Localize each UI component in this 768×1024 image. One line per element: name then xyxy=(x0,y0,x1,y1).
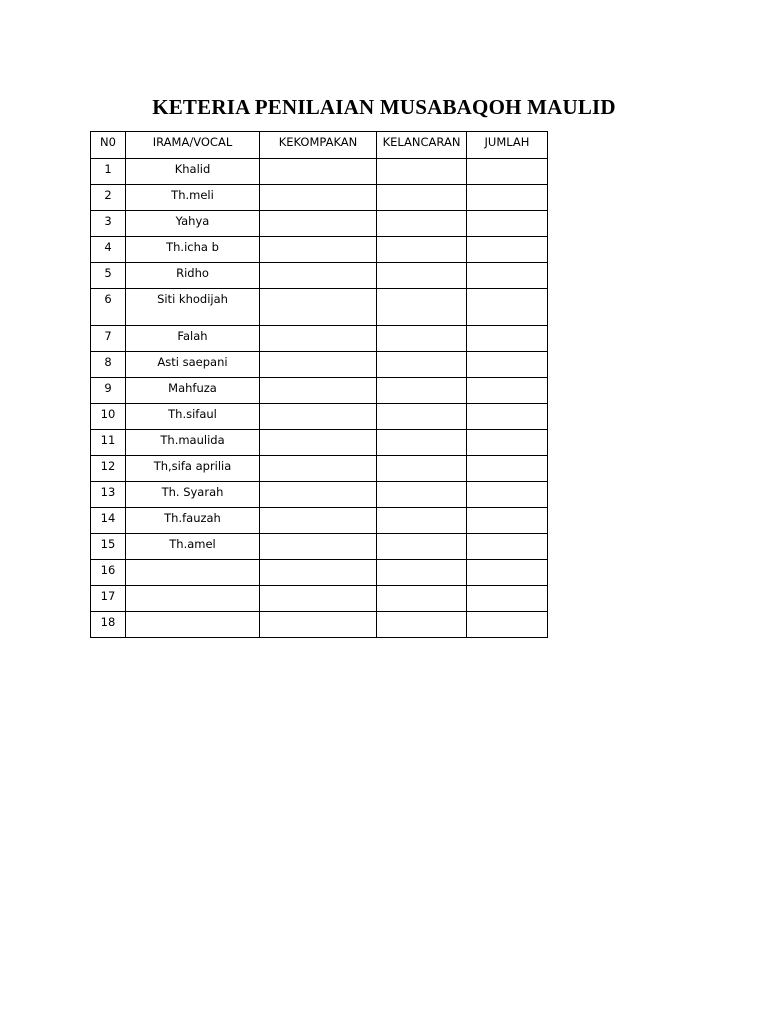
kekompakan-score-cell xyxy=(260,612,377,638)
participant-name-cell: Th.maulida xyxy=(126,430,260,456)
kelancaran-score-cell xyxy=(377,612,467,638)
jumlah-score-cell xyxy=(467,211,548,237)
row-number-cell: 17 xyxy=(91,586,126,612)
header-irama-vocal: IRAMA/VOCAL xyxy=(126,132,260,159)
kekompakan-score-cell xyxy=(260,404,377,430)
kekompakan-score-cell xyxy=(260,586,377,612)
participant-name-cell: Th,sifa aprilia xyxy=(126,456,260,482)
row-number-cell: 18 xyxy=(91,612,126,638)
row-number-cell: 4 xyxy=(91,237,126,263)
jumlah-score-cell xyxy=(467,508,548,534)
kekompakan-score-cell xyxy=(260,534,377,560)
table-row xyxy=(91,326,548,352)
kekompakan-score-cell xyxy=(260,508,377,534)
kekompakan-score-cell xyxy=(260,211,377,237)
row-number-cell: 13 xyxy=(91,482,126,508)
jumlah-score-cell xyxy=(467,352,548,378)
jumlah-score-cell xyxy=(467,430,548,456)
jumlah-score-cell xyxy=(467,237,548,263)
row-number-cell: 10 xyxy=(91,404,126,430)
table-row xyxy=(91,534,548,560)
kelancaran-score-cell xyxy=(377,482,467,508)
table-row xyxy=(91,404,548,430)
participant-name-cell: Khalid xyxy=(126,159,260,185)
jumlah-score-cell xyxy=(467,159,548,185)
jumlah-score-cell xyxy=(467,404,548,430)
table-row xyxy=(91,211,548,237)
row-number-cell: 7 xyxy=(91,326,126,352)
kelancaran-score-cell xyxy=(377,326,467,352)
row-number-cell: 8 xyxy=(91,352,126,378)
kelancaran-score-cell xyxy=(377,508,467,534)
participant-name-cell: Th.fauzah xyxy=(126,508,260,534)
table-row xyxy=(91,378,548,404)
participant-name-cell: Mahfuza xyxy=(126,378,260,404)
header-no: N0 xyxy=(91,132,126,159)
jumlah-score-cell xyxy=(467,586,548,612)
kekompakan-score-cell xyxy=(260,352,377,378)
kekompakan-score-cell xyxy=(260,560,377,586)
row-number-cell: 9 xyxy=(91,378,126,404)
jumlah-score-cell xyxy=(467,289,548,326)
row-number-cell: 5 xyxy=(91,263,126,289)
jumlah-score-cell xyxy=(467,378,548,404)
row-number-cell: 14 xyxy=(91,508,126,534)
table-row xyxy=(91,263,548,289)
participant-name-cell xyxy=(126,612,260,638)
participant-name-cell: Th. Syarah xyxy=(126,482,260,508)
table-row xyxy=(91,352,548,378)
page-title: KETERIA PENILAIAN MUSABAQOH MAULID xyxy=(152,95,616,119)
table-row xyxy=(91,612,548,638)
kekompakan-score-cell xyxy=(260,289,377,326)
kekompakan-score-cell xyxy=(260,456,377,482)
header-kekompakan: KEKOMPAKAN xyxy=(260,132,377,159)
row-number-cell: 3 xyxy=(91,211,126,237)
row-number-cell: 11 xyxy=(91,430,126,456)
participant-name-cell xyxy=(126,560,260,586)
row-number-cell: 12 xyxy=(91,456,126,482)
kelancaran-score-cell xyxy=(377,586,467,612)
jumlah-score-cell xyxy=(467,185,548,211)
kelancaran-score-cell xyxy=(377,211,467,237)
jumlah-score-cell xyxy=(467,534,548,560)
table-header-row xyxy=(91,132,548,159)
kekompakan-score-cell xyxy=(260,159,377,185)
row-number-cell: 1 xyxy=(91,159,126,185)
kekompakan-score-cell xyxy=(260,430,377,456)
participant-name-cell: Th.meli xyxy=(126,185,260,211)
table-row xyxy=(91,185,548,211)
table-row xyxy=(91,586,548,612)
kelancaran-score-cell xyxy=(377,237,467,263)
row-number-cell: 15 xyxy=(91,534,126,560)
kelancaran-score-cell xyxy=(377,560,467,586)
kelancaran-score-cell xyxy=(377,352,467,378)
participant-name-cell: Ridho xyxy=(126,263,260,289)
kelancaran-score-cell xyxy=(377,404,467,430)
kekompakan-score-cell xyxy=(260,482,377,508)
score-table xyxy=(90,131,548,638)
kelancaran-score-cell xyxy=(377,378,467,404)
kelancaran-score-cell xyxy=(377,430,467,456)
participant-name-cell: Falah xyxy=(126,326,260,352)
row-number-cell: 6 xyxy=(91,289,126,326)
table-row xyxy=(91,237,548,263)
kekompakan-score-cell xyxy=(260,185,377,211)
table-row xyxy=(91,430,548,456)
table-row xyxy=(91,289,548,326)
table-body xyxy=(91,159,548,638)
participant-name-cell: Th.icha b xyxy=(126,237,260,263)
kekompakan-score-cell xyxy=(260,237,377,263)
jumlah-score-cell xyxy=(467,560,548,586)
participant-name-cell: Th.amel xyxy=(126,534,260,560)
kelancaran-score-cell xyxy=(377,159,467,185)
kelancaran-score-cell xyxy=(377,534,467,560)
row-number-cell: 2 xyxy=(91,185,126,211)
participant-name-cell: Siti khodijah xyxy=(126,289,260,326)
table-row xyxy=(91,560,548,586)
table-row xyxy=(91,482,548,508)
kekompakan-score-cell xyxy=(260,326,377,352)
header-kelancaran: KELANCARAN xyxy=(377,132,467,159)
kelancaran-score-cell xyxy=(377,289,467,326)
table-row xyxy=(91,508,548,534)
kekompakan-score-cell xyxy=(260,378,377,404)
kekompakan-score-cell xyxy=(260,263,377,289)
participant-name-cell xyxy=(126,586,260,612)
participant-name-cell: Yahya xyxy=(126,211,260,237)
kelancaran-score-cell xyxy=(377,263,467,289)
jumlah-score-cell xyxy=(467,612,548,638)
table-row xyxy=(91,159,548,185)
kelancaran-score-cell xyxy=(377,185,467,211)
table-row xyxy=(91,456,548,482)
jumlah-score-cell xyxy=(467,456,548,482)
kelancaran-score-cell xyxy=(377,456,467,482)
jumlah-score-cell xyxy=(467,326,548,352)
row-number-cell: 16 xyxy=(91,560,126,586)
jumlah-score-cell xyxy=(467,482,548,508)
header-jumlah: JUMLAH xyxy=(467,132,548,159)
jumlah-score-cell xyxy=(467,263,548,289)
participant-name-cell: Asti saepani xyxy=(126,352,260,378)
participant-name-cell: Th.sifaul xyxy=(126,404,260,430)
